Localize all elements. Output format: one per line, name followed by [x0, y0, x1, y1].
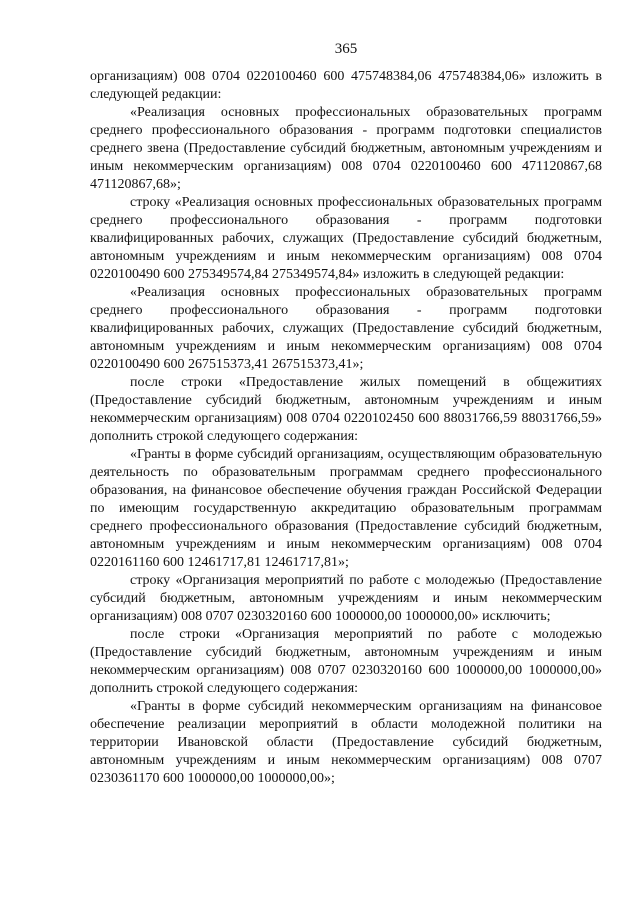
paragraph: «Гранты в форме субсидий организациям, осуществляющим образовательную деятельность по образовательным программам среднего профессионального образования, на финансовое обеспечение обучения граждан Российской Федерации по имеющим государственную аккредитацию образовательным программам среднего профессионального образования (Предоставление субсидий бюджетным, автономным учреждениям и иным некоммерческим организациям) 008 0704 0220161160 600 12461717,81 12461717,81»;: [90, 447, 602, 570]
paragraph: строку «Реализация основных профессиональных образовательных программ среднего профессионального образования - программ подготовки квалифицированных рабочих, служащих (Предоставление субсидий бюджетным, автономным учреждениям и иным некоммерческим организациям) 008 0704 0220100490 600 275349574,84 275349574,84» изложить в следующей редакции:: [90, 195, 602, 282]
paragraph: организациям) 008 0704 0220100460 600 475748384,06 475748384,06» изложить в следующей редакции:: [90, 69, 602, 102]
paragraph: «Реализация основных профессиональных образовательных программ среднего профессионального образования - программ подготовки специалистов среднего звена (Предоставление субсидий бюджетным, автономным учреждениям и иным некоммерческим организациям) 008 0704 0220100460 600 471120867,68 471120867,68»;: [90, 105, 602, 192]
page-number: 365: [334, 41, 358, 57]
paragraph: «Гранты в форме субсидий некоммерческим организациям на финансовое обеспечение реализации мероприятий в области молодежной политики на территории Ивановской области (Предоставление субсидий бюджетным, автономным учреждениям и иным некоммерческим организациям) 008 0707 0230361170 600 1000000,00 1000000,00»;: [90, 699, 602, 786]
paragraph: после строки «Организация мероприятий по работе с молодежью (Предоставление субсидий бюджетным, автономным учреждениям и иным некоммерческим организациям) 008 0707 0230320160 600 1000000,00 1000000,00» дополнить строкой следующего содержания:: [90, 627, 602, 696]
paragraph: строку «Организация мероприятий по работе с молодежью (Предоставление субсидий бюджетным, автономным учреждениям и иным некоммерческим организациям) 008 0707 0230320160 600 1000000,00 1000000,00» исключить;: [90, 573, 602, 624]
paragraph: после строки «Предоставление жилых помещений в общежитиях (Предоставление субсидий бюджетным, автономным учреждениям и иным некоммерческим организациям) 008 0704 0220102450 600 88031766,59 88031766,59» дополнить строкой следующего содержания:: [90, 375, 602, 444]
document-body: [90, 68, 602, 788]
paragraph: «Реализация основных профессиональных образовательных программ среднего профессионального образования - программ подготовки квалифицированных рабочих, служащих (Предоставление субсидий бюджетным, автономным учреждениям и иным некоммерческим организациям) 008 0704 0220100490 600 267515373,41 267515373,41»;: [90, 285, 602, 372]
